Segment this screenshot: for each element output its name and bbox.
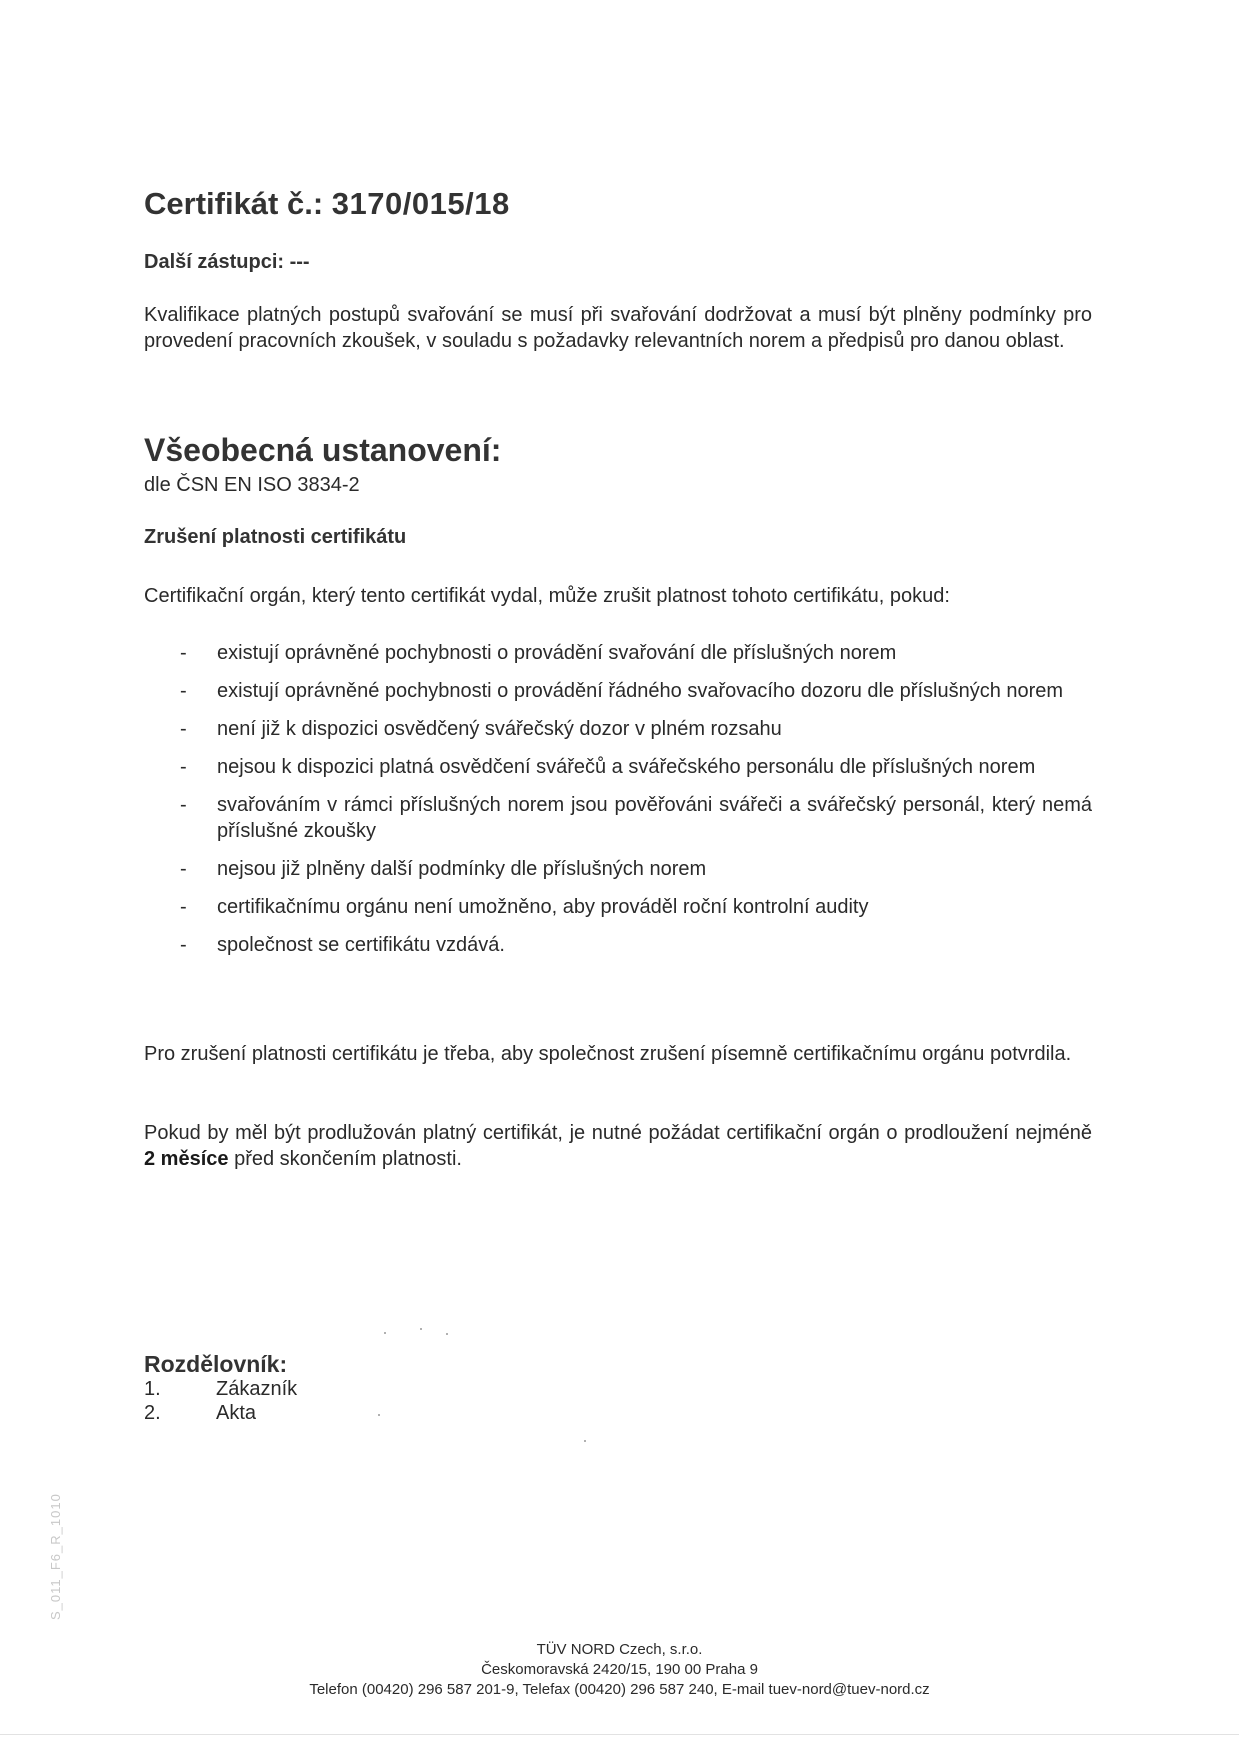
certificate-title-label: Certifikát č.: — [144, 186, 324, 221]
list-dash: - — [180, 756, 187, 778]
distribution-heading: Rozdělovník: — [144, 1351, 288, 1377]
certificate-title — [144, 186, 510, 222]
list-item: - společnost se certifikátu vzdává. — [180, 934, 505, 956]
list-dash: - — [180, 896, 187, 918]
renewal-paragraph: Pokud by měl být prodlužován platný certifikát, je nutné požádat certifikační orgán o prodloužení nejméně 2 měsíce před skončením platnosti. — [144, 1122, 1092, 1170]
footer — [0, 1640, 1239, 1700]
revocation-heading: Zrušení platnosti certifikátu — [144, 526, 407, 548]
scan-speck — [446, 1333, 448, 1335]
list-item: 1. Zákazník — [144, 1378, 298, 1400]
renewal-deadline: 2 měsíce — [144, 1148, 229, 1170]
revocation-note: Pro zrušení platnosti certifikátu je třeba, aby společnost zrušení písemně certifikačnímu orgánu potvrdila. — [144, 1043, 1072, 1065]
list-dash: - — [180, 680, 187, 702]
scan-speck — [584, 1440, 586, 1442]
list-item: - nejsou již plněny další podmínky dle příslušných norem — [180, 858, 707, 880]
list-dash: - — [180, 794, 187, 816]
other-representatives: Další zástupci: --- — [144, 251, 310, 273]
list-item: 2. Akta — [144, 1402, 257, 1424]
footer-contact: Telefon (00420) 296 587 201-9, Telefax (00420) 296 587 240, E-mail tuev-nord@tuev-nord.cz — [309, 1681, 930, 1698]
footer-address: Českomoravská 2420/15, 190 00 Praha 9 — [481, 1661, 758, 1678]
list-dash: - — [180, 718, 187, 740]
intro-paragraph: Kvalifikace platných postupů svařování se musí při svařování dodržovat a musí být plněny podmínky pro provedení pracovních zkoušek, v souladu s požadavky relevantních norem a předpisů pro danou oblast. — [144, 304, 1092, 352]
list-dash: - — [180, 642, 187, 664]
list-dash: - — [180, 858, 187, 880]
scan-speck — [420, 1328, 422, 1330]
list-item: - svařováním v rámci příslušných norem jsou pověřováni svářeči a svářečský personál, který nemá příslušné zkoušky — [180, 794, 1092, 842]
list-dash: - — [180, 934, 187, 956]
certificate-number: 3170/015/18 — [331, 186, 510, 221]
footer-company: TÜV NORD Czech, s.r.o. — [536, 1641, 703, 1658]
list-item: - certifikačnímu orgánu není umožněno, aby prováděl roční kontrolní audity — [180, 896, 869, 918]
list-item: - nejsou k dispozici platná osvědčení svářečů a svářečského personálu dle příslušných norem — [180, 756, 1036, 778]
page-edge-line — [0, 1734, 1239, 1735]
list-item: - existují oprávněné pochybnosti o provádění řádného svařovacího dozoru dle příslušných norem — [180, 680, 1064, 702]
general-provisions-heading: Všeobecná ustanovení: — [144, 432, 502, 468]
revocation-conditions-list — [180, 640, 1092, 970]
distribution-list — [144, 1377, 297, 1425]
form-code: S_011_F6_R_1010 — [48, 1493, 63, 1620]
scan-speck — [378, 1414, 380, 1416]
revocation-lead: Certifikační orgán, který tento certifikát vydal, může zrušit platnost tohoto certifikátu, pokud: — [144, 585, 950, 607]
standard-reference: dle ČSN EN ISO 3834-2 — [144, 474, 360, 496]
scan-speck — [384, 1332, 386, 1334]
list-item: - existují oprávněné pochybnosti o provádění svařování dle příslušných norem — [180, 642, 897, 664]
list-item: - není již k dispozici osvědčený svářečský dozor v plném rozsahu — [180, 718, 782, 740]
